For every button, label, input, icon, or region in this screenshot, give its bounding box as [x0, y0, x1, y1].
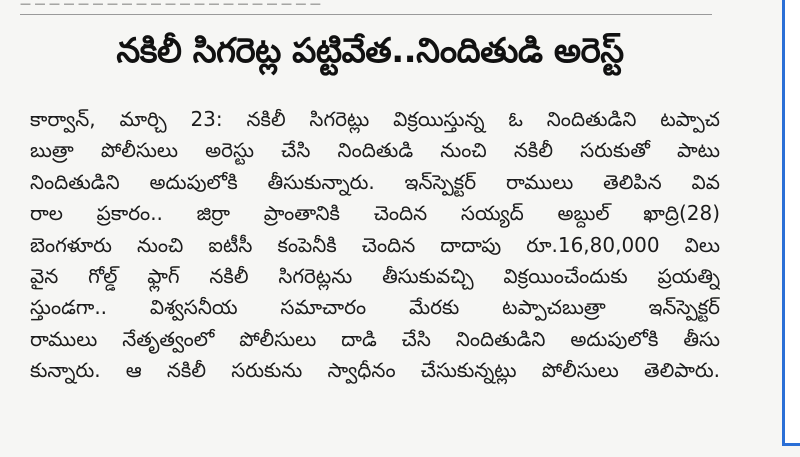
- article-body: [30, 104, 720, 387]
- article-body-line: బెంగళూరు నుంచి ఐటీసీ కంపెనీకి చెందిన దాదాపు రూ.16,80,000 విలు: [30, 232, 720, 257]
- article-body-line: రాల ప్రకారం.. జిర్రా ప్రాంతానికి చెందిన సయ్యద్ అబ్దుల్ ఖాద్రి(28): [30, 201, 720, 226]
- article-body-line: బుత్రా పోలీసులు అరెస్టు చేసి నిందితుడి నుంచి నకిలీ సరుకుతో పాటు: [30, 138, 720, 163]
- article-body-line: కార్వాన్, మార్చి 23: నకిలీ సిగరెట్లు విక్రయిస్తున్న ఓ నిందితుడిని టప్పాచ: [30, 107, 720, 131]
- article-body-line: రాములు నేతృత్వంలో పోలీసులు దాడి చేసి నిందితుడిని అదుపులోకి తీసు: [30, 326, 720, 351]
- margin-gutter: [740, 0, 782, 457]
- section-divider: [20, 14, 712, 15]
- article-body-line: నిందితుడిని అదుపులోకి తీసుకున్నారు. ఇన్‌స్పెక్టర్ రాములు తెలిపిన వివ: [30, 169, 720, 194]
- adjacent-box-border: [782, 0, 800, 446]
- article-headline: నకిలీ సిగరెట్ల పట్టివేత..నిందితుడి అరెస్ట్: [116, 31, 624, 71]
- previous-article-cut-text: — — — — — — — — — — — — — — — — — — — — —: [20, 0, 321, 8]
- article-body-line: స్తుండగా.. విశ్వసనీయ సమాచారం మేరకు టప్పాచబుత్రా ఇన్‌స్పెక్టర్: [30, 295, 720, 320]
- article-body-line: వైన గోల్డ్ ఫ్లాగ్ నకిలీ సిగరెట్లను తీసుకువచ్చి విక్రయించేందుకు ప్రయత్ని: [30, 263, 720, 288]
- article-body-line: కున్నారు. ఆ నకిలీ సరుకును స్వాధీనం చేసుకున్నట్లు పోలీసులు తెలిపారు.: [30, 358, 720, 383]
